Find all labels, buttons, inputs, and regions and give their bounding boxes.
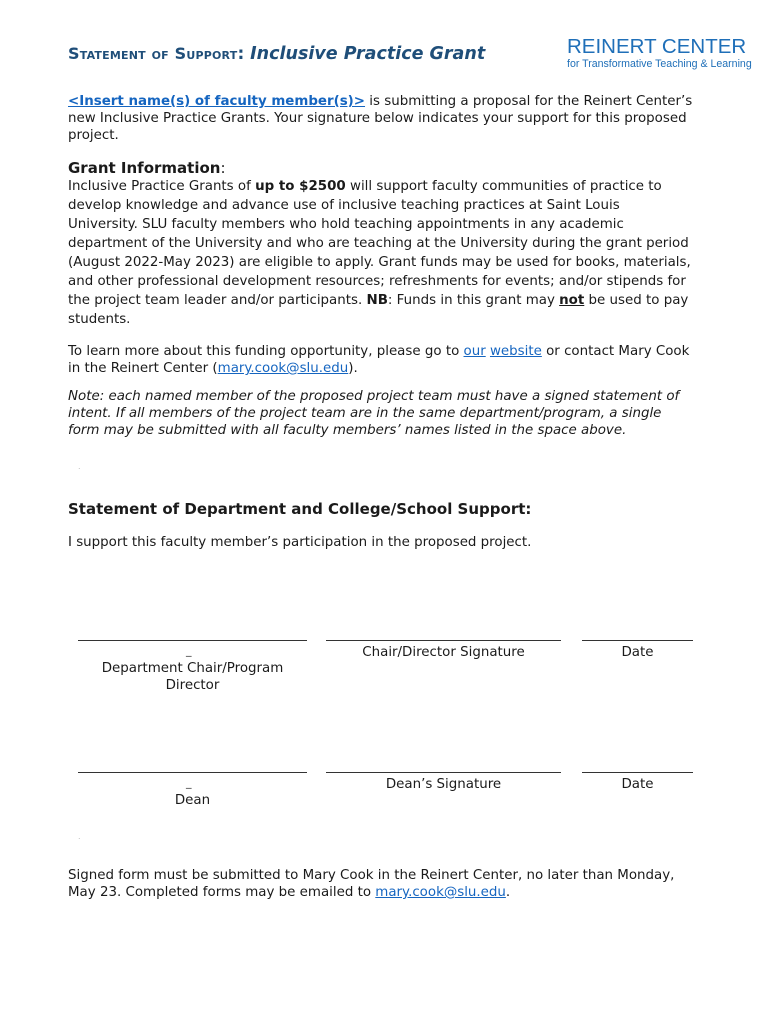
nb-label: NB: [366, 293, 388, 308]
grant-info-text-3: : Funds in this grant may: [387, 293, 560, 308]
title-smallcaps: Statement of Support: [68, 44, 238, 63]
dean-signature-label: Dean’s Signature: [385, 777, 502, 792]
logo-sub-text: for Transformative Teaching & Learning: [567, 58, 752, 70]
dept-chair-label: Department Chair/Program Director: [101, 661, 284, 693]
learn-more-paragraph: [68, 343, 693, 377]
chair-signature-line[interactable]: [326, 640, 561, 641]
reinert-center-logo: [567, 35, 752, 70]
dean-label: Dean: [174, 793, 211, 808]
grant-info-text-2: will support faculty communities of practice to develop knowledge and advance use of inclusive teaching practices at Saint Louis University. SLU faculty members who hold teaching appointments in any academic department of the University and who are teaching at the University during the grant period (August 2022-May 2023) are eligible to apply. Grant funds may be used for books, materials, and other professional development resources; refreshments for events; and/or stipends for the project team leader and/or participants.: [68, 179, 691, 308]
footer-email-link[interactable]: mary.cook@slu.edu: [375, 885, 506, 900]
faculty-name-placeholder[interactable]: <Insert name(s) of faculty member(s)>: [68, 94, 366, 109]
learn-more-text-1: To learn more about this funding opportunity, please go to: [68, 344, 464, 359]
dean-date-label: Date: [621, 777, 654, 792]
not-emphasis: not: [559, 293, 585, 308]
support-section-heading: Statement of Department and College/School Support:: [68, 500, 532, 518]
email-link[interactable]: mary.cook@slu.edu: [217, 361, 349, 376]
note-paragraph: Note: each named member of the proposed project team must have a signed statement of intent. If all members of the project team are in the same department/program, a single form may be submitted with all faculty members’ names listed in the space above.: [68, 389, 680, 438]
grant-info-text-1: Inclusive Practice Grants of: [68, 179, 256, 194]
grant-amount: up to $2500: [255, 179, 346, 194]
dean-date-line[interactable]: [582, 772, 693, 773]
dean-name-line[interactable]: [78, 772, 307, 773]
dean-signature-line[interactable]: [326, 772, 561, 773]
grant-info-text-4: be used to pay students.: [68, 293, 689, 327]
stray-mark: .: [78, 462, 81, 471]
chair-date-label: Date: [621, 645, 654, 660]
learn-more-text-3: ).: [348, 361, 358, 376]
grant-info-body: [68, 177, 693, 329]
footer-text-2: .: [505, 885, 511, 900]
underscore-mark: _: [186, 776, 192, 789]
chair-date-line[interactable]: [582, 640, 693, 641]
our-link[interactable]: our: [463, 344, 486, 359]
learn-more-text-2: or contact Mary Cook in the Reinert Center (: [68, 344, 690, 376]
grant-info-heading-colon: :: [220, 159, 226, 177]
logo-main-text: REINERT CENTER: [567, 35, 747, 58]
stray-mark: .: [78, 832, 81, 841]
title-italic: Inclusive Practice Grant: [250, 44, 486, 64]
intro-text: is submitting a proposal for the Reinert Center’s new Inclusive Practice Grants. Your signature below indicates your support for this proposed project.: [68, 94, 693, 143]
title-colon: :: [237, 44, 245, 64]
website-link[interactable]: website: [489, 344, 542, 359]
chair-signature-label: Chair/Director Signature: [362, 645, 525, 660]
page-title: [68, 44, 485, 64]
footer-text-1: Signed form must be submitted to Mary Cook in the Reinert Center, no later than Monday, May 23. Completed forms may be emailed to: [68, 868, 675, 900]
intro-paragraph: [68, 93, 693, 144]
support-statement: I support this faculty member’s participation in the proposed project.: [68, 535, 532, 550]
dept-chair-name-line[interactable]: [78, 640, 307, 641]
grant-info-heading: [68, 159, 693, 177]
underscore-mark: _: [186, 644, 192, 657]
signature-row-chair: [0, 640, 770, 730]
signature-row-dean: [0, 772, 770, 862]
submission-instructions: [68, 867, 693, 901]
grant-info-heading-text: Grant Information: [68, 159, 221, 177]
